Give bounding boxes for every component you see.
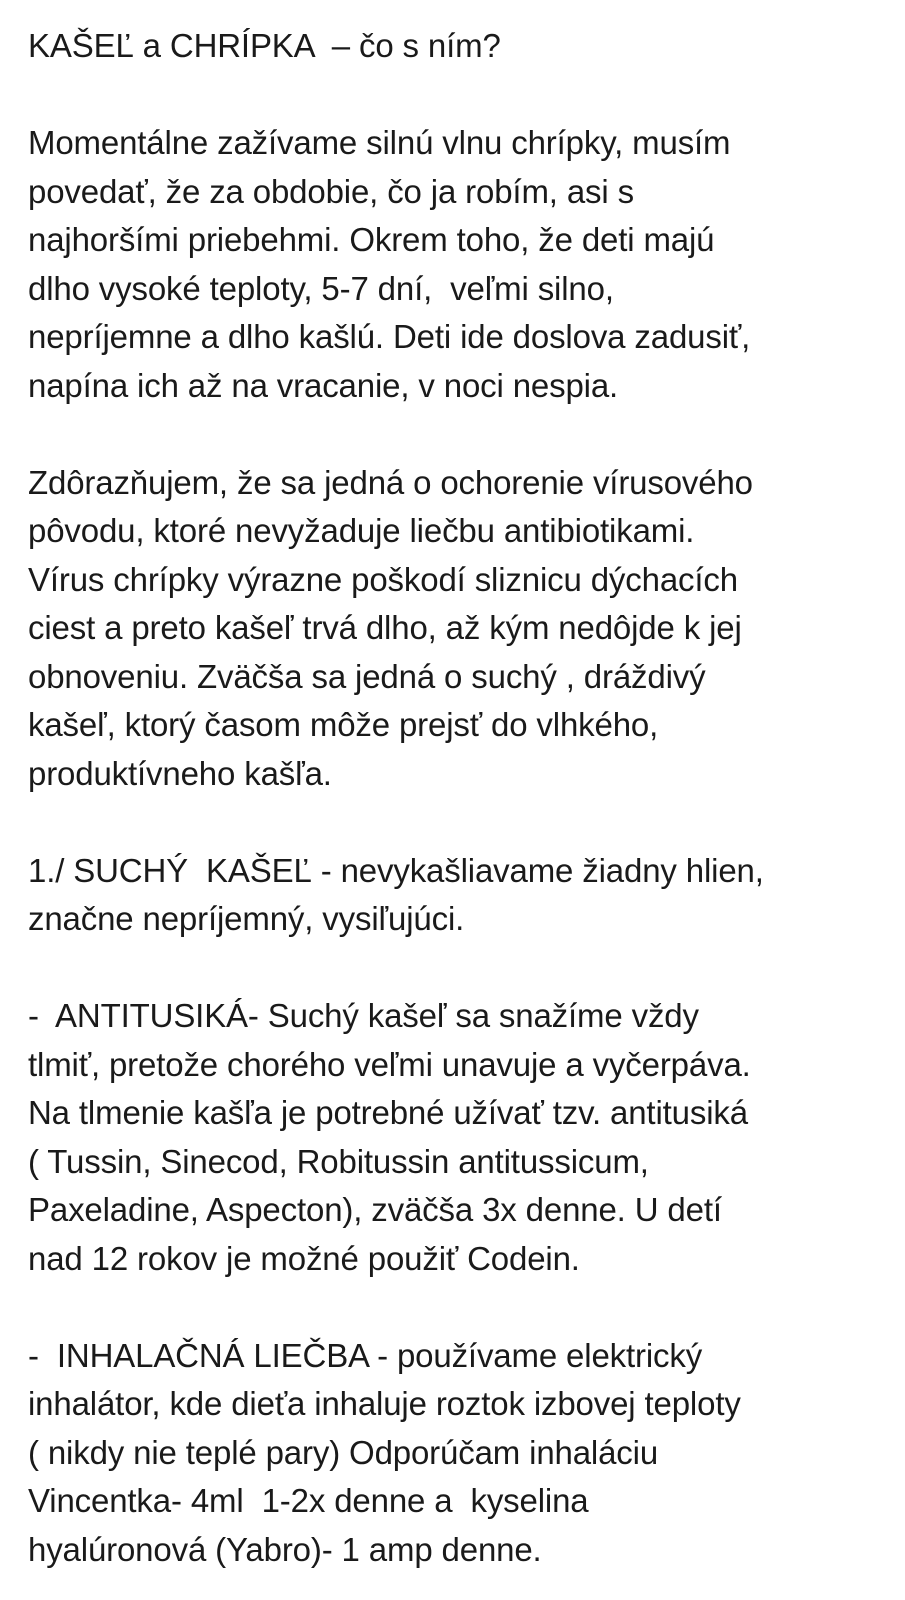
paragraph-1-line: povedať, že za obdobie, čo ja robím, asi s xyxy=(28,172,634,210)
antitussives-line: ( Tussin, Sinecod, Robitussin antitussicum, xyxy=(28,1142,649,1180)
paragraph-2-line: pôvodu, ktoré nevyžaduje liečbu antibiotikami. xyxy=(28,512,695,549)
inhalation-line: hyalúronová (Yabro)- 1 amp denne. xyxy=(28,1530,542,1568)
blank-line xyxy=(28,71,888,120)
inhalation-line: - INHALAČNÁ LIEČBA - používame elektrický xyxy=(28,1336,703,1374)
paragraph-1-line: Momentálne zažívame silnú vlnu chrípky, musím xyxy=(28,124,731,161)
inhalation-line: Vincentka- 4ml 1-2x denne a kyselina xyxy=(28,1482,589,1519)
blank-line xyxy=(28,410,888,459)
paragraph-2-line: obnoveniu. Zväčša sa jedná o suchý , dráždivý xyxy=(28,657,706,695)
paragraph-2-line: ciest a preto kašeľ trvá dlho, až kým nedôjde k jej xyxy=(28,609,742,646)
antitussives-line: Paxeladine, Aspecton), zväčša 3x denne. U detí xyxy=(28,1191,722,1228)
paragraph-2-line: Vírus chrípky výrazne poškodí sliznicu dýchacích xyxy=(28,560,738,598)
blank-line xyxy=(28,798,888,847)
document-title: KAŠEĽ a CHRÍPKA – čo s ním? xyxy=(28,27,501,64)
inhalation-line: ( nikdy nie teplé pary) Odporúčam inhaláciu xyxy=(28,1433,659,1471)
antitussives-line: tlmiť, pretože chorého veľmi unavuje a vyčerpáva. xyxy=(28,1045,751,1083)
paragraph-2-line: produktívneho kašľa. xyxy=(28,754,332,792)
paragraph-1-line: nepríjemne a dlho kašlú. Deti ide doslova zadusiť, xyxy=(28,318,751,355)
blank-line xyxy=(28,944,888,993)
paragraph-2-line: kašeľ, ktorý časom môže prejsť do vlhkého, xyxy=(28,706,659,743)
document-body xyxy=(28,22,888,1574)
inhalation-line: inhalátor, kde dieťa inhaluje roztok izbovej teploty xyxy=(28,1385,741,1422)
section-dry-cough-line: 1./ SUCHÝ KAŠEĽ - nevykašliavame žiadny hlien, xyxy=(28,851,764,889)
antitussives-line: nad 12 rokov je možné použiť Codein. xyxy=(28,1239,580,1277)
paragraph-1-line: dlho vysoké teploty, 5-7 dní, veľmi silno, xyxy=(28,269,614,307)
paragraph-1-line: napína ich až na vracanie, v noci nespia. xyxy=(28,366,619,404)
paragraph-2-line: Zdôrazňujem, že sa jedná o ochorenie vírusového xyxy=(28,463,753,501)
blank-line xyxy=(28,1283,888,1332)
section-dry-cough-line: značne nepríjemný, vysiľujúci. xyxy=(28,900,465,937)
paragraph-1-line: najhoršími priebehmi. Okrem toho, že deti majú xyxy=(28,221,715,258)
antitussives-line: Na tlmenie kašľa je potrebné užívať tzv. antitusiká xyxy=(28,1094,748,1131)
antitussives-line: - ANTITUSIKÁ- Suchý kašeľ sa snažíme vždy xyxy=(28,997,699,1034)
